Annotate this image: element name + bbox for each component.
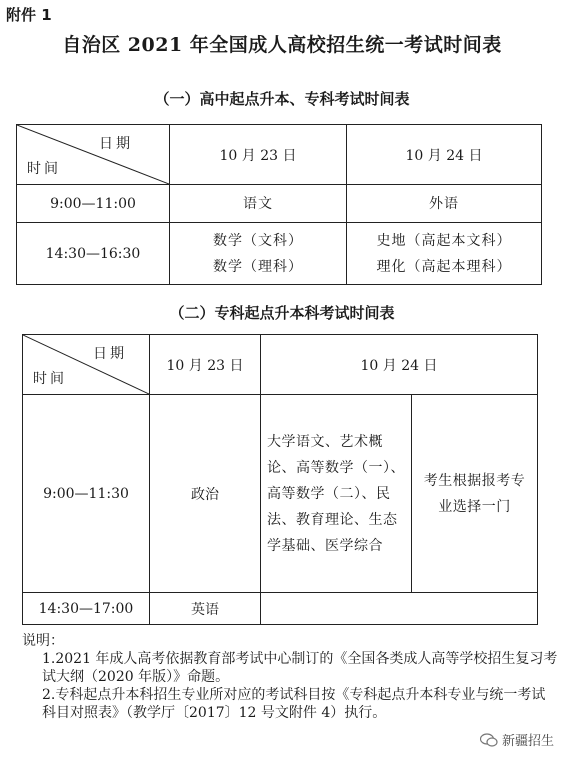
date-header: 10 月 24 日 (347, 125, 542, 185)
wechat-icon (480, 733, 498, 747)
header-time-label: 时间 (33, 371, 67, 387)
notes-heading: 说明： (22, 633, 64, 649)
time-slot: 14:30—16:30 (17, 223, 170, 285)
date-header: 10 月 23 日 (150, 335, 261, 395)
section1-title: （一）高中起点升本、专科考试时间表 (154, 90, 410, 108)
section2-title: （二）专科起点升本科考试时间表 (169, 304, 395, 322)
schedule-table-1 (16, 124, 542, 285)
exam-subject: 数学（文科） 数学（理科） (170, 223, 347, 285)
note-item: 2.专科起点升本科招生专业所对应的考试科目按《专科起点升本科专业与统一考试科目对照表》（教学厅〔2017〕12 号文附件 4）执行。 (42, 687, 546, 721)
attachment-label: 附件 1 (6, 6, 52, 24)
watermark (480, 730, 554, 749)
exam-subject: 政治 (150, 395, 261, 593)
page-title: 自治区 2021 年全国成人高校招生统一考试时间表 (62, 34, 502, 56)
exam-subject-list: 大学语文、艺术概论、高等数学（一）、高等数学（二）、民法、教育理论、生态学基础、医学综合 (261, 395, 412, 593)
watermark-text: 新疆招生 (501, 734, 554, 749)
header-diagonal-cell (17, 125, 170, 185)
time-slot: 9:00—11:30 (23, 395, 150, 593)
exam-note: 考生根据报考专业选择一门 (412, 395, 538, 593)
header-date-label: 日期 (93, 346, 127, 362)
date-header: 10 月 23 日 (170, 125, 347, 185)
exam-subject: 英语 (150, 593, 261, 625)
note-item: 1.2021 年成人高考依据教育部考试中心制订的《全国各类成人高等学校招生复习考试大纲（2020 年版）》命题。 (42, 651, 558, 685)
exam-subject: 史地（高起本文科） 理化（高起本理科） (347, 223, 542, 285)
time-slot: 14:30—17:00 (23, 593, 150, 625)
time-slot: 9:00—11:00 (17, 185, 170, 223)
notes (18, 632, 558, 722)
header-time-label: 时间 (27, 161, 61, 177)
exam-subject: 外语 (347, 185, 542, 223)
exam-subject: 语文 (170, 185, 347, 223)
header-diagonal-cell (23, 335, 150, 395)
header-date-label: 日期 (99, 136, 133, 152)
exam-subject-empty (261, 593, 538, 625)
schedule-table-2 (22, 334, 538, 625)
date-header: 10 月 24 日 (261, 335, 538, 395)
